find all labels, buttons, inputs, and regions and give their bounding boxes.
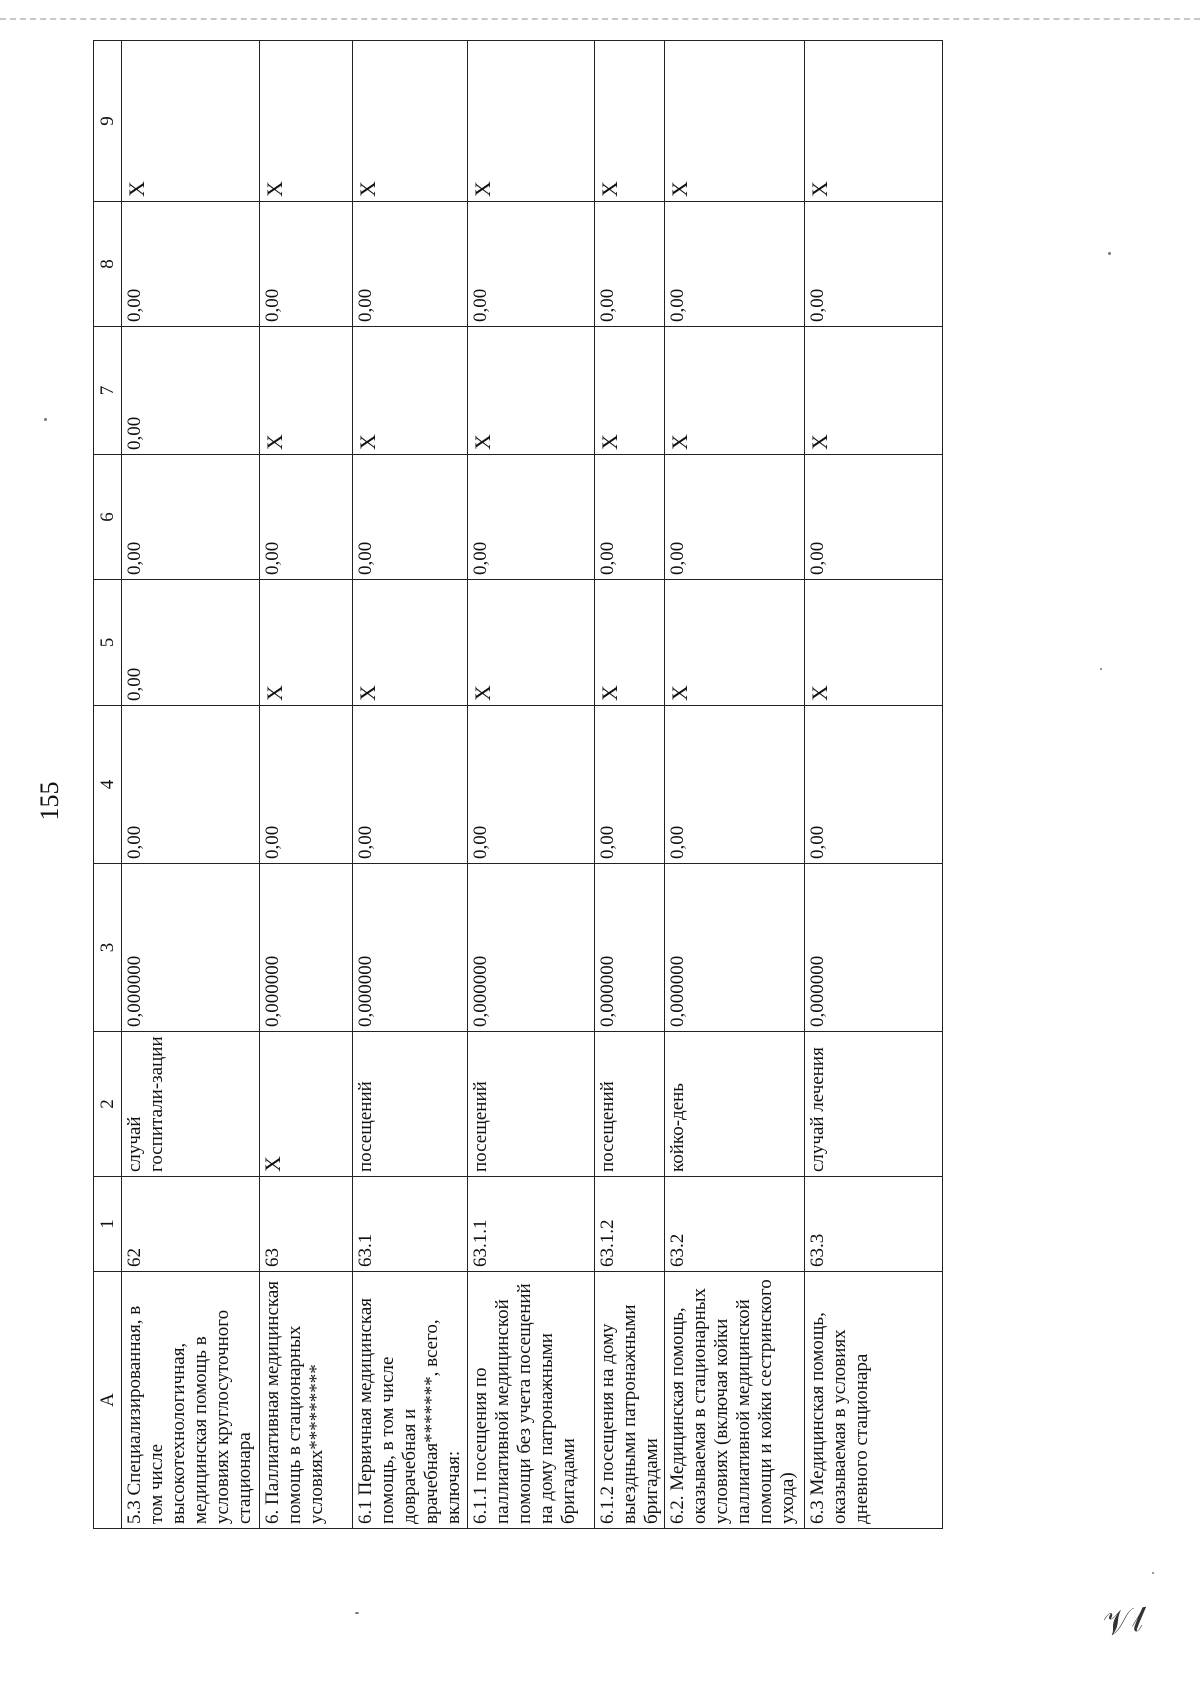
cell-col7: 0,00 — [122, 327, 260, 455]
row-unit: Х — [260, 1032, 353, 1177]
cell-col7: Х — [595, 327, 665, 455]
cell-col7: Х — [468, 327, 595, 455]
table-row — [805, 41, 943, 1529]
table-row — [468, 41, 595, 1529]
cell-col3: 0,000000 — [468, 864, 595, 1032]
cell-col9: Х — [122, 41, 260, 202]
cell-col8: 0,00 — [260, 202, 353, 327]
cell-col3: 0,000000 — [665, 864, 805, 1032]
cell-col9: Х — [260, 41, 353, 202]
row-code: 63.3 — [805, 1177, 943, 1272]
column-header-3: 3 — [94, 864, 122, 1032]
cell-col6: 0,00 — [353, 455, 468, 580]
column-header-2: 2 — [94, 1032, 122, 1177]
cell-col6: 0,00 — [122, 455, 260, 580]
row-code: 63.2 — [665, 1177, 805, 1272]
cell-col4: 0,00 — [805, 706, 943, 864]
page-number: 155 — [35, 781, 64, 821]
cell-col3: 0,000000 — [353, 864, 468, 1032]
cell-col4: 0,00 — [122, 706, 260, 864]
scan-speck — [1152, 1572, 1154, 1574]
row-name: 6.1.1 посещения по паллиативной медицинской помощи без учета посещений на дому патронажными бригадами — [468, 1272, 595, 1529]
cell-col7: Х — [665, 327, 805, 455]
cell-col6: 0,00 — [595, 455, 665, 580]
cell-col7: Х — [353, 327, 468, 455]
cell-col8: 0,00 — [122, 202, 260, 327]
cell-col9: Х — [595, 41, 665, 202]
column-header-4: 4 — [94, 706, 122, 864]
cell-col8: 0,00 — [665, 202, 805, 327]
column-header-8: 8 — [94, 202, 122, 327]
row-unit: посещений — [468, 1032, 595, 1177]
cell-col6: 0,00 — [805, 455, 943, 580]
column-header-5: 5 — [94, 580, 122, 706]
cell-col4: 0,00 — [665, 706, 805, 864]
cell-col5: Х — [665, 580, 805, 706]
row-unit: случай лечения — [805, 1032, 943, 1177]
cell-col5: Х — [468, 580, 595, 706]
column-header-9: 9 — [94, 41, 122, 202]
table-row — [260, 41, 353, 1529]
row-name: 6.2. Медицинская помощь, оказываемая в стационарных условиях (включая койки паллиативной медицинской помощи и койки сестринского ухода) — [665, 1272, 805, 1529]
row-name: 6. Паллиативная медицинская помощь в стационарных условиях********* — [260, 1272, 353, 1529]
cell-col9: Х — [353, 41, 468, 202]
cell-col5: Х — [260, 580, 353, 706]
cell-col8: 0,00 — [805, 202, 943, 327]
scan-speck — [44, 418, 47, 421]
row-name: 6.1.2 посещения на дому выездными патронажными бригадами — [595, 1272, 665, 1529]
cell-col6: 0,00 — [260, 455, 353, 580]
cell-col6: 0,00 — [468, 455, 595, 580]
table-header-row — [94, 41, 122, 1529]
cell-col3: 0,000000 — [805, 864, 943, 1032]
scan-speck — [355, 1612, 359, 1614]
row-name: 6.1 Первичная медицинская помощь, в том числе доврачебная и врачебная*******, всего, включая: — [353, 1272, 468, 1529]
cell-col5: Х — [353, 580, 468, 706]
row-code: 63.1 — [353, 1177, 468, 1272]
table-row — [353, 41, 468, 1529]
row-code: 63 — [260, 1177, 353, 1272]
scan-speck — [1108, 252, 1111, 255]
cell-col3: 0,000000 — [122, 864, 260, 1032]
cell-col5: Х — [595, 580, 665, 706]
row-code: 62 — [122, 1177, 260, 1272]
column-header-7: 7 — [94, 327, 122, 455]
cell-col7: Х — [260, 327, 353, 455]
cell-col4: 0,00 — [353, 706, 468, 864]
table-row — [595, 41, 665, 1529]
scan-speck — [1100, 668, 1102, 670]
cell-col4: 0,00 — [468, 706, 595, 864]
handwritten-mark: 𝒱𝓁 — [1100, 1599, 1146, 1645]
cell-col8: 0,00 — [353, 202, 468, 327]
cell-col9: Х — [665, 41, 805, 202]
row-unit: посещений — [595, 1032, 665, 1177]
cell-col5: Х — [805, 580, 943, 706]
row-code: 63.1.2 — [595, 1177, 665, 1272]
cell-col9: Х — [468, 41, 595, 202]
cell-col3: 0,000000 — [595, 864, 665, 1032]
row-unit: посещений — [353, 1032, 468, 1177]
row-name: 6.3 Медицинская помощь, оказываемая в условиях дневного стационара — [805, 1272, 943, 1529]
table-row — [665, 41, 805, 1529]
row-code: 63.1.1 — [468, 1177, 595, 1272]
cell-col8: 0,00 — [468, 202, 595, 327]
cell-col9: Х — [805, 41, 943, 202]
rotated-table-wrapper — [93, 41, 943, 1529]
row-unit: случай госпитали-зации — [122, 1032, 260, 1177]
data-table — [93, 40, 943, 1529]
cell-col3: 0,000000 — [260, 864, 353, 1032]
column-header-6: 6 — [94, 455, 122, 580]
column-header-a: А — [94, 1272, 122, 1529]
cell-col4: 0,00 — [260, 706, 353, 864]
cell-col4: 0,00 — [595, 706, 665, 864]
scan-edge-artifact — [0, 18, 1200, 20]
cell-col8: 0,00 — [595, 202, 665, 327]
column-header-1: 1 — [94, 1177, 122, 1272]
cell-col6: 0,00 — [665, 455, 805, 580]
cell-col7: Х — [805, 327, 943, 455]
row-name: 5.3 Специализированная, в том числе высокотехнологичная, медицинская помощь в условиях круглосуточного стационара — [122, 1272, 260, 1529]
cell-col5: 0,00 — [122, 580, 260, 706]
row-unit: койко-день — [665, 1032, 805, 1177]
table-row — [122, 41, 260, 1529]
